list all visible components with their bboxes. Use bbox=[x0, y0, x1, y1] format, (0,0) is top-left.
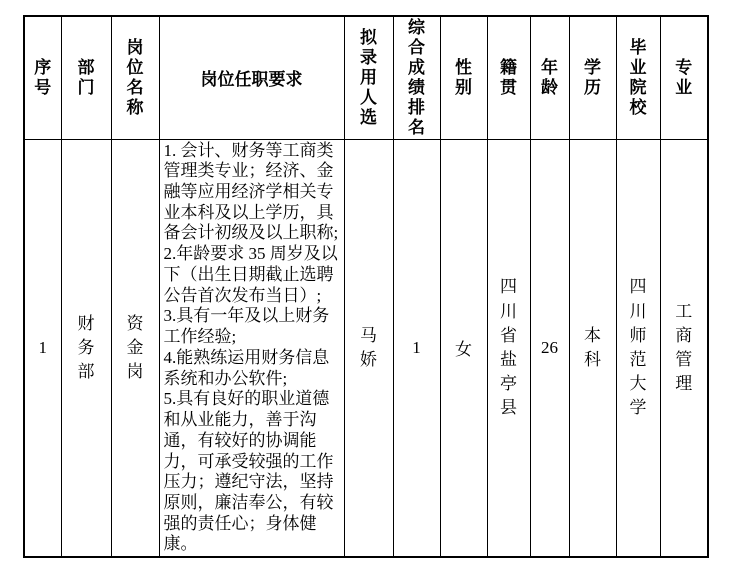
header-candidate bbox=[344, 16, 393, 139]
position-name-value: 资金岗 bbox=[126, 313, 144, 381]
serial-value: 1 bbox=[38, 337, 47, 357]
header-candidate-label: 拟录用人选 bbox=[359, 27, 377, 127]
header-requirements bbox=[159, 16, 344, 139]
requirement-item-1: 1. 会计、财务等工商类管理类专业；经济、金融等应用经济学相关专业本科及以上学历，具备会计初级及以上职称; bbox=[163, 140, 339, 243]
score-rank-value: 1 bbox=[412, 337, 421, 357]
header-department bbox=[61, 16, 111, 139]
requirement-item-5: 5.具有良好的职业道德和从业能力，善于沟通，有较好的协调能力，可承受较强的工作压力；遵纪守法，坚持原则，廉洁奉公，有较强的责任心；身体健康。 bbox=[163, 389, 334, 554]
requirement-item-4: 4.能熟练运用财务信息系统和办公软件; bbox=[163, 347, 330, 388]
header-position-name-label: 岗位名称 bbox=[126, 37, 144, 117]
header-serial bbox=[24, 16, 61, 139]
requirement-item-3: 3.具有一年及以上财务工作经验; bbox=[163, 306, 330, 347]
native-place-value: 四川省盐亭县 bbox=[499, 277, 517, 418]
requirement-item-2: 2.年龄要求 35 周岁及以下（出生日期截止选聘公告首次发布当日）; bbox=[163, 244, 338, 305]
header-score-rank bbox=[393, 16, 440, 139]
header-university-label: 毕业院校 bbox=[629, 37, 647, 117]
header-department-label: 部门 bbox=[77, 57, 95, 97]
cell-age bbox=[530, 139, 569, 557]
cell-native-place bbox=[487, 139, 530, 557]
department-value: 财务部 bbox=[77, 313, 95, 381]
cell-serial bbox=[24, 139, 61, 557]
cell-education bbox=[569, 139, 616, 557]
header-education-label: 学历 bbox=[583, 57, 601, 97]
header-requirements-label: 岗位任职要求 bbox=[200, 70, 303, 90]
candidate-value: 马娇 bbox=[359, 325, 377, 369]
header-major-label: 专业 bbox=[675, 57, 693, 97]
education-value: 本科 bbox=[583, 325, 601, 369]
cell-score-rank bbox=[393, 139, 440, 557]
cell-requirements bbox=[159, 139, 344, 557]
cell-department bbox=[61, 139, 111, 557]
cell-university bbox=[616, 139, 660, 557]
header-native-place-label: 籍贯 bbox=[499, 57, 517, 97]
header-education bbox=[569, 16, 616, 139]
recruitment-table bbox=[23, 15, 709, 558]
header-gender-label: 性别 bbox=[454, 57, 472, 97]
age-value: 26 bbox=[541, 337, 558, 357]
header-major bbox=[660, 16, 708, 139]
cell-position-name bbox=[111, 139, 159, 557]
header-row bbox=[24, 16, 708, 139]
header-score-rank-label: 综合成绩排名 bbox=[407, 17, 425, 137]
cell-gender bbox=[440, 139, 487, 557]
cell-major bbox=[660, 139, 708, 557]
header-gender bbox=[440, 16, 487, 139]
university-value: 四川师范大学 bbox=[629, 277, 647, 418]
gender-value: 女 bbox=[455, 340, 472, 360]
header-native-place bbox=[487, 16, 530, 139]
major-value: 工商管理 bbox=[675, 301, 693, 393]
cell-candidate bbox=[344, 139, 393, 557]
header-age bbox=[530, 16, 569, 139]
data-row bbox=[24, 139, 708, 557]
header-position-name bbox=[111, 16, 159, 139]
header-university bbox=[616, 16, 660, 139]
header-serial-label: 序号 bbox=[34, 57, 52, 97]
header-age-label: 年龄 bbox=[540, 57, 558, 97]
